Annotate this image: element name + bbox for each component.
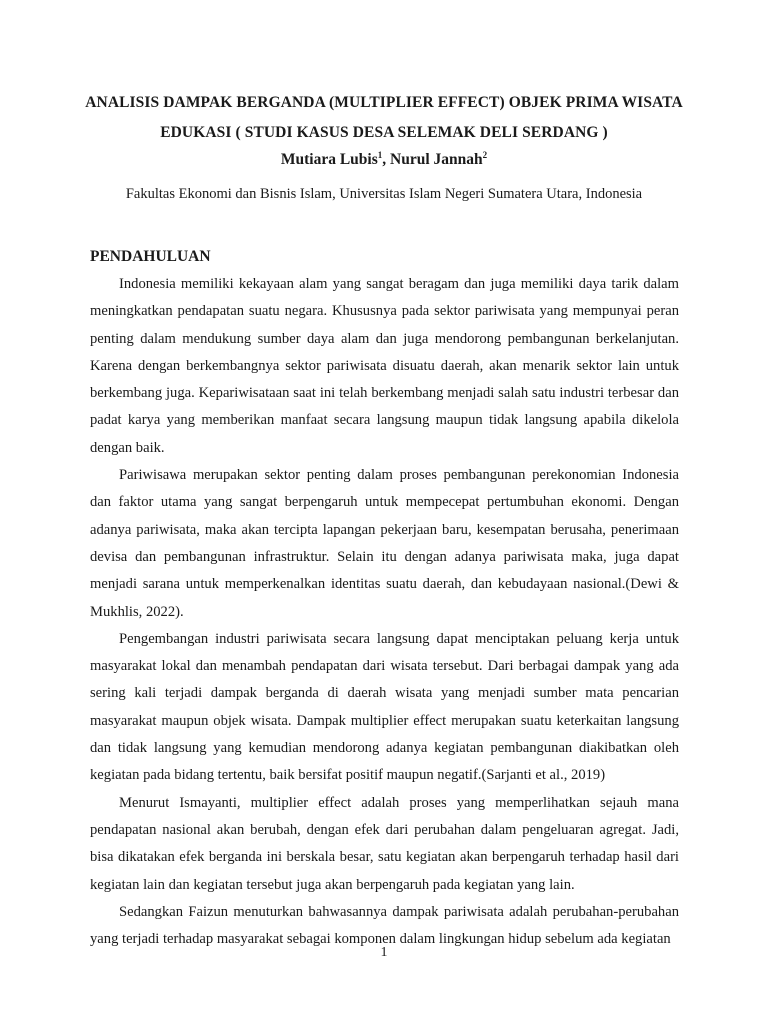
author-name: Nurul Jannah — [390, 151, 483, 168]
title-line: EDUKASI ( STUDI KASUS DESA SELEMAK DELI SERDANG ) — [160, 124, 608, 141]
paragraph: Indonesia memiliki kekayaan alam yang sangat beragam dan juga memiliki daya tarik dalam meningkatkan pendapatan suatu negara. Khususnya pada sektor pariwisata yang mempunyai peran penting dalam mendukung sumber daya alam dan juga mendorong pembangunan berkelanjutan. Karena dengan berkembangnya sektor pariwisata disuatu daerah, akan menarik sektor lain untuk berkembang juga. Kepariwisataan saat ini telah berkembang menjadi salah satu industri terbesar dan padat karya yang memberikan manfaat secara langsung maupun tidak langsung apabila dikelola dengan baik. — [90, 276, 679, 456]
paragraph: Pengembangan industri pariwisata secara langsung dapat menciptakan peluang kerja untuk masyarakat lokal dan menambah pendapatan dari wisata tersebut. Dari berbagai dampak yang ada sering kali terjadi dampak berganda di daerah wisata yang menjadi sumber mata pencarian masyarakat maupun objek wisata. Dampak multiplier effect merupakan suatu keterkaitan langsung dan tidak langsung yang kemudian mendorong adanya kegiatan pembangunan diakibatkan oleh kegiatan pada bidang tertentu, baik bersifat positif maupun negatif.(Sarjanti et al., 2019) — [90, 630, 679, 784]
page-number: 1 — [380, 945, 388, 960]
author-list — [60, 148, 708, 172]
paragraph: Menurut Ismayanti, multiplier effect adalah proses yang memperlihatkan sejauh mana pendapatan nasional akan berubah, dengan efek dari perubahan dalam pengeluaran agregat. Jadi, bisa dikatakan efek berganda ini berskala besar, satu kegiatan akan berpengaruh terhadap hasil dari kegiatan lain dan kegiatan tersebut juga akan berpengaruh pada kegiatan yang lain. — [90, 794, 679, 893]
author-name: Mutiara Lubis — [280, 151, 378, 168]
paragraph: Sedangkan Faizun menuturkan bahwasannya dampak pariwisata adalah perubahan-perubahan yang terjadi terhadap masyarakat sebagai komponen dalam lingkungan hidup sebelum ada kegiatan — [90, 903, 679, 948]
body-text — [90, 271, 679, 953]
title-line: ANALISIS DAMPAK BERGANDA (MULTIPLIER EFFECT) OBJEK PRIMA WISATA — [85, 94, 683, 111]
author-separator: , — [382, 151, 391, 168]
author-affiliation-marker: 2 — [482, 149, 488, 160]
section-heading: PENDAHULUAN — [90, 248, 211, 265]
paper-title — [60, 88, 708, 148]
author-affiliation-marker: 1 — [377, 149, 383, 160]
paragraph: Pariwisawa merupakan sektor penting dalam proses pembangunan perekonomian Indonesia dan faktor utama yang sangat berpengaruh untuk mempecepat pertumbuhan ekonomi. Dengan adanya pariwisata, maka akan tercipta lapangan pekerjaan baru, kesempatan berusaha, penerimaan devisa dan pembangunan infrastruktur. Selain itu dengan adanya pariwisata maka, juga dapat menjadi sarana untuk memperkenalkan identitas suatu daerah, dan kebudayaan nasional.(Dewi & Mukhlis, 2022). — [90, 467, 679, 620]
affiliation: Fakultas Ekonomi dan Bisnis Islam, Universitas Islam Negeri Sumatera Utara, Indonesia — [125, 186, 643, 202]
